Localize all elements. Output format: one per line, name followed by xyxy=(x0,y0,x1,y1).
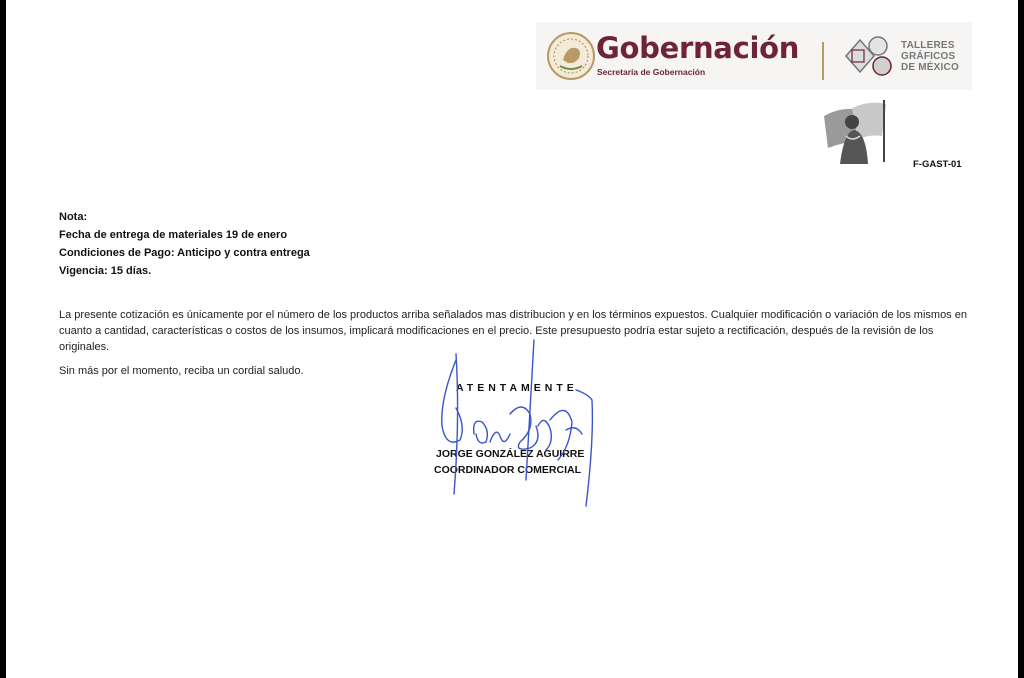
woman-with-flag-portrait xyxy=(822,96,890,166)
atentamente-label: ATENTAMENTE xyxy=(456,382,578,394)
notes-block xyxy=(59,208,310,280)
signer-name: JORGE GONZÁLEZ AGUIRRE xyxy=(436,448,585,460)
tgm-line-1: TALLERES xyxy=(901,40,955,51)
gobernacion-title: Gobernación xyxy=(596,31,800,65)
gobernacion-subtitle: Secretaría de Gobernación xyxy=(597,67,706,77)
note-line: Condiciones de Pago: Anticipo y contra entrega xyxy=(59,247,310,259)
logo-divider xyxy=(822,42,824,80)
handwritten-signature xyxy=(426,330,606,510)
notes-heading: Nota: xyxy=(59,211,88,223)
tgm-line-2: GRÁFICOS xyxy=(901,51,956,62)
body-paragraph: La presente cotización es únicamente por el número de los productos arriba señalados mas distribucion y en los términos expuestos. Cualquier modificación o variación de los mismos en cuanto a cantidad, características o costos de los insumos, implicará modificaciones en el precio. Este presupuesto podría estar sujeto a rectificación, después de la revisión de los originales. xyxy=(59,309,967,353)
note-line: Vigencia: 15 días. xyxy=(59,265,152,277)
tgm-line-3: DE MÉXICO xyxy=(901,62,959,73)
note-line: Fecha de entrega de materiales 19 de enero xyxy=(59,229,288,241)
talleres-graficos-wordmark xyxy=(901,40,981,73)
mexican-seal-icon xyxy=(546,30,596,82)
signer-role: COORDINADOR COMERCIAL xyxy=(434,464,581,476)
form-code: F-GAST-01 xyxy=(913,159,962,170)
document-page xyxy=(6,0,1018,678)
talleres-graficos-logo-icon xyxy=(842,34,898,78)
closing-line: Sin más por el momento, reciba un cordial saludo. xyxy=(59,365,304,377)
